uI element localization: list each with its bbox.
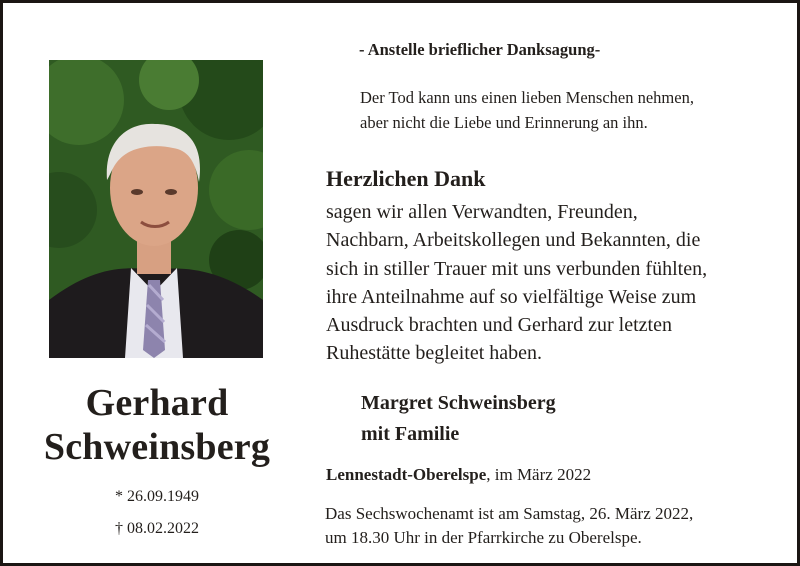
thanks-text [326,198,786,368]
thanks-line: Ruhestätte begleitet haben. [326,342,543,365]
thanks-line: Nachbarn, Arbeitskollegen und Bekannten, die [326,229,701,252]
deceased-name [17,381,297,469]
signature [361,388,556,450]
quote [360,85,780,135]
signature-name: Margret Schweinsberg [361,392,556,414]
month-date: , im März 2022 [486,465,592,484]
thanks-line: ihre Anteilnahme auf so vielfältige Weise zum [326,285,697,308]
signature-family: mit Familie [361,423,460,445]
service-notice [325,502,795,550]
portrait-photo [49,60,263,358]
service-line: um 18.30 Uhr in der Pfarrkirche zu Oberelspe. [325,528,642,547]
thanks-line: sich in stiller Trauer mit uns verbunden fühlten, [326,257,708,280]
place-date-line [326,465,591,485]
service-line: Das Sechswochenamt ist am Samstag, 26. März 2022, [325,504,694,523]
deceased-last-name: Schweinsberg [43,426,271,468]
quote-line: Der Tod kann uns einen lieben Menschen nehmen, [360,88,694,107]
quote-line: aber nicht die Liebe und Erinnerung an ihn. [360,113,648,132]
birth-date: * 26.09.1949 [115,488,199,505]
place-name: Lennestadt-Oberelspe [326,465,487,484]
deceased-first-name: Gerhard [85,382,229,424]
subheading: - Anstelle brieflicher Danksagung- [359,40,601,59]
death-date: † 08.02.2022 [115,520,199,537]
thanks-title: Herzlichen Dank [326,166,486,191]
thanks-line: sagen wir allen Verwandten, Freunden, [326,201,638,223]
thanks-line: Ausdruck brachten und Gerhard zur letzten [326,314,672,337]
